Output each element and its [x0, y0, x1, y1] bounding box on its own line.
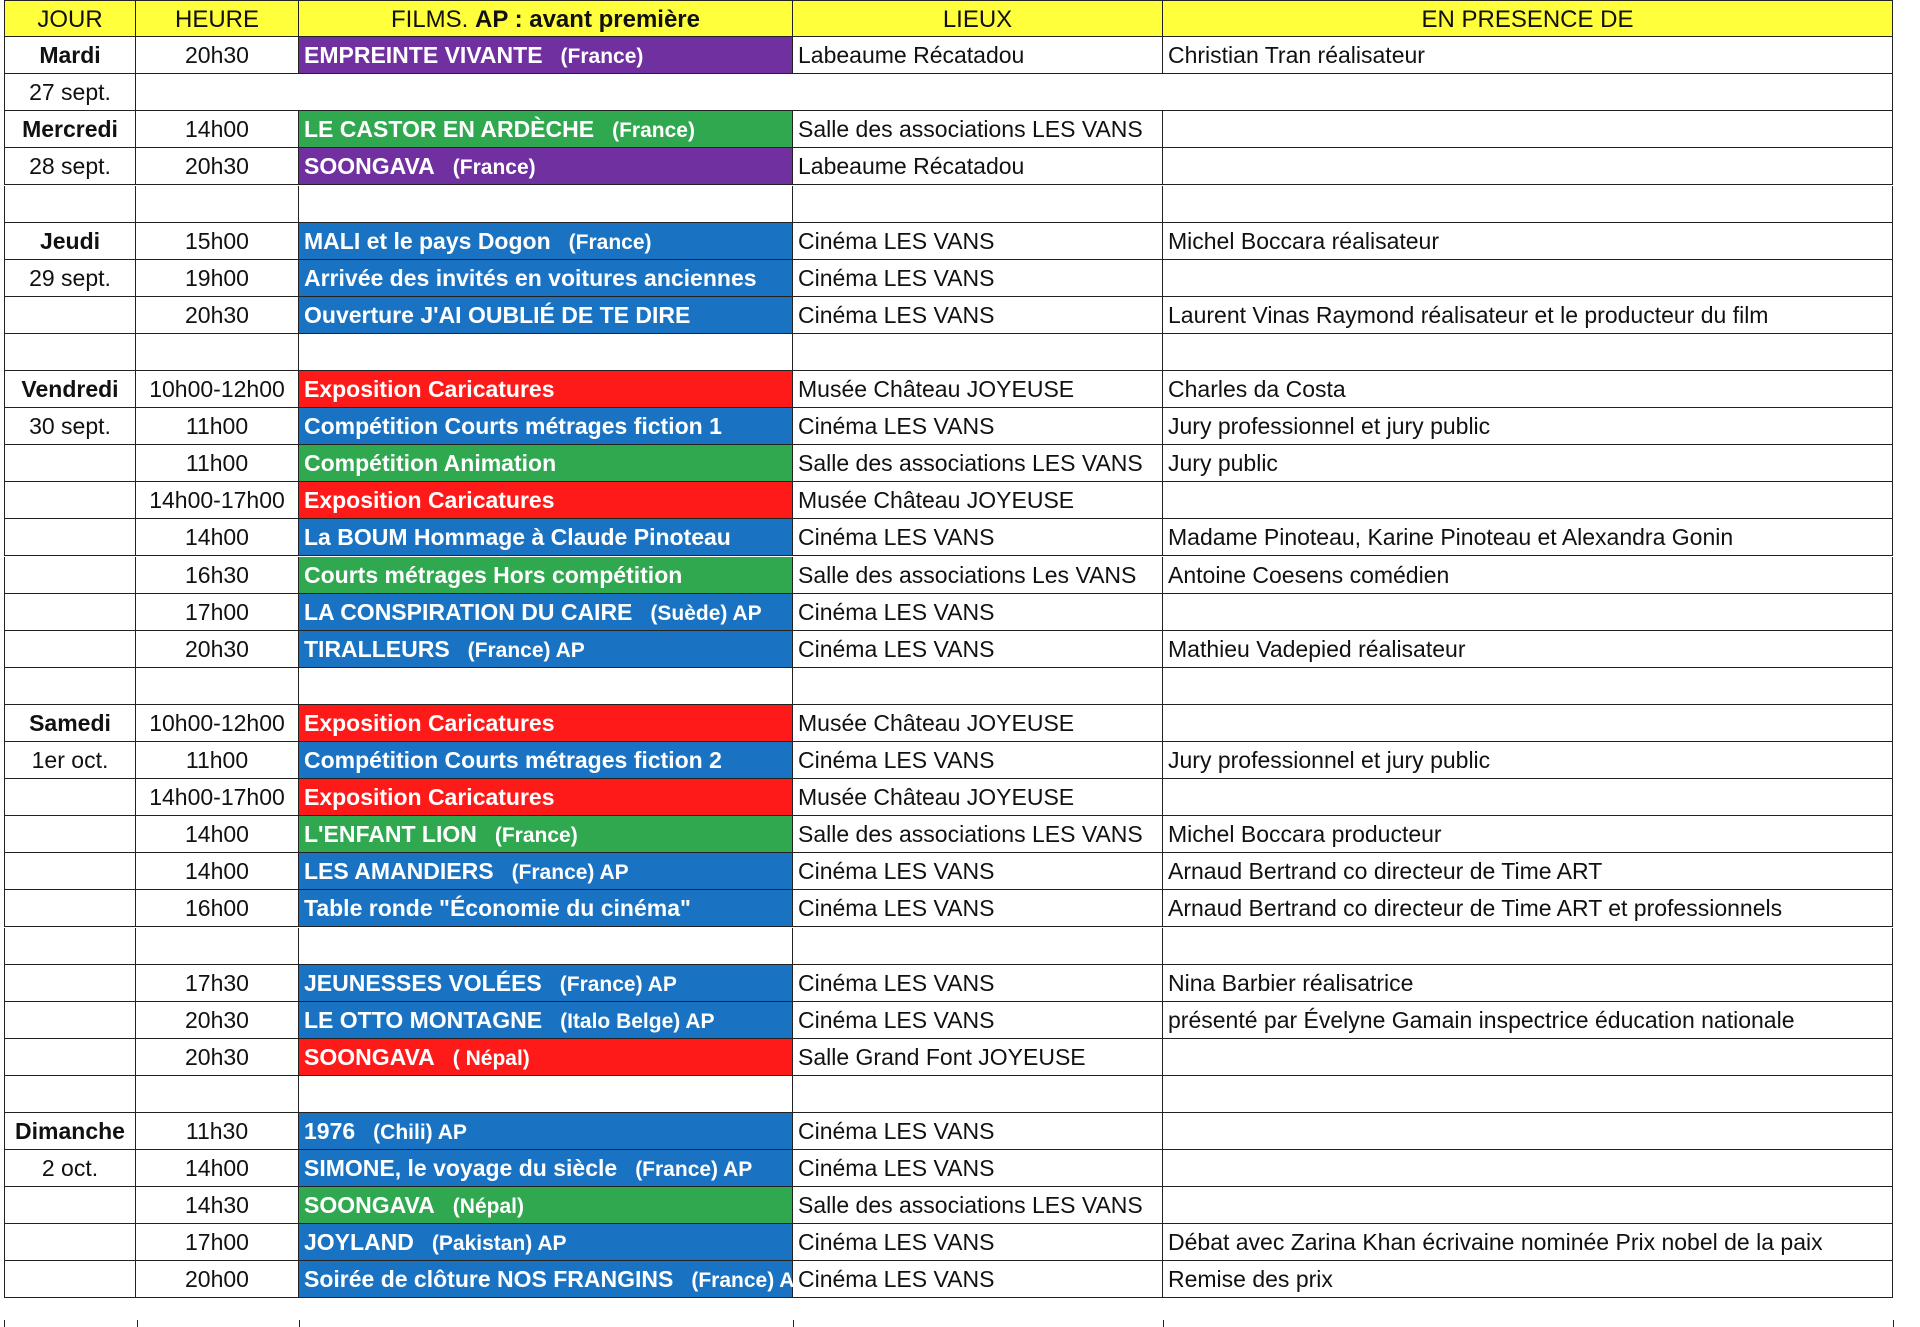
cell-film[interactable]	[299, 742, 793, 779]
schedule-row	[0, 445, 1920, 482]
schedule-row	[0, 631, 1920, 668]
cell-film[interactable]	[299, 371, 793, 408]
cell-presence[interactable]: Christian Tran réalisateur	[1163, 37, 1893, 74]
cell-film[interactable]	[299, 631, 793, 668]
cell-presence[interactable]: présenté par Évelyne Gamain inspectrice éducation nationale	[1163, 1002, 1893, 1039]
cell-heure[interactable]: 14h00	[136, 816, 299, 853]
cell-jour[interactable]	[4, 1002, 136, 1039]
cell-lieu[interactable]: Cinéma LES VANS	[793, 1002, 1163, 1039]
cell-lieu[interactable]: Cinéma LES VANS	[793, 260, 1163, 297]
film-title: Ouverture J'AI OUBLIÉ DE TE DIRE	[304, 301, 691, 328]
cell-lieu[interactable]: Cinéma LES VANS	[793, 742, 1163, 779]
film-origin: (Népal)	[452, 1195, 524, 1219]
empty-cell[interactable]	[793, 186, 1163, 223]
cell-presence[interactable]: Michel Boccara producteur	[1163, 816, 1893, 853]
cell-presence[interactable]: Remise des prix	[1163, 1261, 1893, 1298]
film-origin: (Chili) AP	[373, 1121, 467, 1144]
cell-lieu[interactable]: Cinéma LES VANS	[793, 519, 1163, 556]
film-title: SOONGAVA	[304, 1192, 435, 1219]
cell-presence[interactable]: Arnaud Bertrand co directeur de Time ART	[1163, 853, 1893, 890]
grid-tail	[793, 1320, 1164, 1327]
cell-presence[interactable]	[1163, 705, 1893, 742]
cell-lieu[interactable]: Musée Château JOYEUSE	[793, 482, 1163, 519]
cell-lieu[interactable]: Musée Château JOYEUSE	[793, 779, 1163, 816]
film-title: La BOUM Hommage à Claude Pinoteau	[304, 524, 731, 551]
empty-cell[interactable]	[299, 668, 793, 705]
cell-jour[interactable]	[4, 1261, 136, 1298]
cell-presence[interactable]	[1163, 779, 1893, 816]
cell-film[interactable]	[299, 297, 793, 334]
cell-jour[interactable]: 1er oct.	[4, 742, 136, 779]
cell-heure[interactable]: 10h00-12h00	[136, 371, 299, 408]
cell-jour[interactable]	[4, 297, 136, 334]
film-title: TIRALLEURS	[304, 635, 450, 662]
empty-cell[interactable]	[4, 928, 136, 965]
header-films-prefix: FILMS.	[390, 6, 469, 33]
cell-heure[interactable]: 10h00-12h00	[136, 705, 299, 742]
empty-cell[interactable]	[1163, 668, 1893, 705]
spacer-row	[0, 668, 1920, 705]
schedule-row	[0, 742, 1920, 779]
cell-film[interactable]	[299, 705, 793, 742]
cell-film[interactable]	[299, 260, 793, 297]
cell-jour[interactable]: Samedi	[4, 705, 136, 742]
cell-jour[interactable]	[4, 482, 136, 519]
cell-lieu[interactable]: Cinéma LES VANS	[793, 297, 1163, 334]
header-films[interactable]	[299, 0, 793, 37]
cell-lieu[interactable]: Salle des associations Les VANS	[793, 557, 1163, 594]
cell-presence[interactable]: Débat avec Zarina Khan écrivaine nominée Prix nobel de la paix	[1163, 1224, 1893, 1261]
cell-presence[interactable]: Madame Pinoteau, Karine Pinoteau et Alexandra Gonin	[1163, 519, 1893, 556]
cell-film[interactable]	[299, 1113, 793, 1150]
header-jour[interactable]: JOUR	[4, 0, 136, 37]
cell-film[interactable]	[299, 965, 793, 1002]
film-title: SOONGAVA	[304, 1043, 435, 1070]
film-origin: (France) AP	[511, 861, 629, 885]
empty-cell[interactable]	[1163, 186, 1893, 223]
cell-presence[interactable]	[1163, 1113, 1893, 1150]
schedule-row	[0, 594, 1920, 631]
cell-lieu[interactable]: Salle des associations LES VANS	[793, 816, 1163, 853]
cell-film[interactable]	[299, 779, 793, 816]
empty-cell[interactable]	[136, 668, 299, 705]
cell-jour[interactable]	[4, 890, 136, 927]
film-origin: (France) AP	[691, 1269, 809, 1293]
cell-heure[interactable]: 16h30	[136, 557, 299, 594]
schedule-row	[0, 557, 1920, 594]
cell-jour[interactable]	[4, 853, 136, 890]
cell-presence[interactable]: Jury public	[1163, 445, 1893, 482]
cell-presence[interactable]: Jury professionnel et jury public	[1163, 408, 1893, 445]
empty-cell[interactable]	[4, 668, 136, 705]
cell-lieu[interactable]: Musée Château JOYEUSE	[793, 705, 1163, 742]
cell-lieu[interactable]: Cinéma LES VANS	[793, 1261, 1163, 1298]
grid-tail	[136, 1320, 300, 1327]
film-title: MALI et le pays Dogon	[304, 227, 551, 254]
cell-lieu[interactable]: Cinéma LES VANS	[793, 594, 1163, 631]
cell-heure[interactable]	[136, 74, 299, 111]
cell-film[interactable]	[299, 148, 793, 185]
cell-presence[interactable]: Antoine Coesens comédien	[1163, 557, 1893, 594]
cell-film[interactable]	[299, 223, 793, 260]
cell-film[interactable]	[299, 111, 793, 148]
film-title: Compétition Courts métrages fiction 2	[304, 747, 722, 773]
cell-heure[interactable]: 16h00	[136, 890, 299, 927]
cell-heure[interactable]: 17h00	[136, 594, 299, 631]
cell-jour[interactable]: 2 oct.	[4, 1150, 136, 1187]
film-origin: (France) AP	[635, 1158, 753, 1182]
empty-cell[interactable]	[4, 186, 136, 223]
schedule-row	[0, 705, 1920, 742]
schedule-row	[0, 297, 1920, 334]
film-title: Exposition Caricatures	[304, 784, 555, 811]
film-title: 1976	[304, 1118, 356, 1144]
cell-jour[interactable]: Vendredi	[4, 371, 136, 408]
spacer-row	[0, 928, 1920, 965]
empty-cell[interactable]	[1163, 928, 1893, 965]
cell-film[interactable]	[299, 1039, 793, 1076]
film-origin: (France) AP	[467, 638, 585, 662]
empty-cell[interactable]	[793, 668, 1163, 705]
cell-film[interactable]	[299, 1002, 793, 1039]
film-origin: (Suède) AP	[650, 601, 762, 625]
cell-lieu[interactable]: Cinéma LES VANS	[793, 408, 1163, 445]
cell-lieu[interactable]: Cinéma LES VANS	[793, 1224, 1163, 1261]
cell-film[interactable]	[299, 482, 793, 519]
film-title: Exposition Caricatures	[304, 709, 555, 736]
cell-presence[interactable]: Mathieu Vadepied réalisateur	[1163, 631, 1893, 668]
header-lieux[interactable]: LIEUX	[793, 0, 1163, 37]
cell-presence[interactable]	[1163, 260, 1893, 297]
cell-heure[interactable]: 11h00	[136, 742, 299, 779]
cell-jour[interactable]: 27 sept.	[4, 74, 136, 111]
schedule-row	[0, 371, 1920, 408]
spacer-row	[0, 1076, 1920, 1113]
film-origin: ( Népal)	[452, 1046, 530, 1070]
cell-lieu[interactable]: Cinéma LES VANS	[793, 853, 1163, 890]
spacer-row	[0, 186, 1920, 223]
grid-tail	[1163, 1320, 1894, 1327]
cell-lieu[interactable]: Labeaume Récatadou	[793, 148, 1163, 185]
empty-cell[interactable]	[136, 334, 299, 371]
cell-film[interactable]	[299, 816, 793, 853]
schedule-row	[0, 111, 1920, 148]
schedule-row	[0, 519, 1920, 556]
cell-jour[interactable]	[4, 631, 136, 668]
header-films-ap: AP : avant première	[475, 6, 700, 33]
cell-heure[interactable]: 20h30	[136, 1039, 299, 1076]
cell-heure[interactable]: 11h00	[136, 445, 299, 482]
cell-presence[interactable]: Nina Barbier réalisatrice	[1163, 965, 1893, 1002]
film-title: L'ENFANT LION	[304, 821, 477, 848]
cell-heure[interactable]: 14h30	[136, 1187, 299, 1224]
empty-cell[interactable]	[1163, 334, 1893, 371]
cell-jour[interactable]	[4, 1039, 136, 1076]
schedule-row	[0, 482, 1920, 519]
cell-heure[interactable]: 20h30	[136, 148, 299, 185]
cell-heure[interactable]: 15h00	[136, 223, 299, 260]
empty-cell[interactable]	[299, 186, 793, 223]
cell-lieu[interactable]	[793, 74, 1163, 111]
cell-lieu[interactable]: Musée Château JOYEUSE	[793, 371, 1163, 408]
cell-presence[interactable]	[1163, 1150, 1893, 1187]
cell-jour[interactable]	[4, 519, 136, 556]
empty-cell[interactable]	[136, 1076, 299, 1113]
schedule-row	[0, 408, 1920, 445]
cell-lieu[interactable]: Cinéma LES VANS	[793, 223, 1163, 260]
cell-heure[interactable]: 19h00	[136, 260, 299, 297]
empty-cell[interactable]	[793, 1076, 1163, 1113]
empty-cell[interactable]	[299, 334, 793, 371]
cell-lieu[interactable]: Labeaume Récatadou	[793, 37, 1163, 74]
schedule-row	[0, 260, 1920, 297]
cell-jour[interactable]: Jeudi	[4, 223, 136, 260]
cell-heure[interactable]: 20h30	[136, 631, 299, 668]
cell-jour[interactable]	[4, 779, 136, 816]
cell-lieu[interactable]: Cinéma LES VANS	[793, 631, 1163, 668]
cell-jour[interactable]	[4, 1187, 136, 1224]
cell-jour[interactable]: Dimanche	[4, 1113, 136, 1150]
cell-jour[interactable]	[4, 965, 136, 1002]
cell-film[interactable]	[299, 408, 793, 445]
film-origin: (France)	[612, 119, 695, 143]
film-title: LE OTTO MONTAGNE	[304, 1006, 543, 1033]
film-title: Compétition Animation	[304, 450, 557, 477]
header-presence[interactable]: EN PRESENCE DE	[1163, 0, 1893, 37]
cell-jour[interactable]: 29 sept.	[4, 260, 136, 297]
cell-heure[interactable]: 20h00	[136, 1261, 299, 1298]
film-origin: (France)	[452, 156, 536, 180]
schedule-row	[0, 37, 1920, 74]
schedule-row	[0, 1187, 1920, 1224]
cell-heure[interactable]: 14h00	[136, 519, 299, 556]
cell-film[interactable]	[299, 74, 793, 111]
schedule-row	[0, 74, 1920, 111]
empty-cell[interactable]	[299, 928, 793, 965]
cell-film[interactable]	[299, 1150, 793, 1187]
schedule-row	[0, 223, 1920, 260]
cell-presence[interactable]	[1163, 1187, 1893, 1224]
cell-film[interactable]	[299, 445, 793, 482]
film-title: Exposition Caricatures	[304, 376, 555, 402]
film-title: JOYLAND	[304, 1229, 414, 1256]
grid-tail	[4, 1320, 138, 1327]
schedule-row	[0, 1224, 1920, 1261]
cell-heure[interactable]: 20h30	[136, 1002, 299, 1039]
cell-film[interactable]	[299, 594, 793, 631]
film-title: JEUNESSES VOLÉES	[304, 969, 542, 996]
schedule-row	[0, 1113, 1920, 1150]
cell-lieu[interactable]: Cinéma LES VANS	[793, 1150, 1163, 1187]
header-heure[interactable]: HEURE	[136, 0, 299, 37]
cell-lieu[interactable]: Salle des associations LES VANS	[793, 445, 1163, 482]
schedule-row	[0, 1150, 1920, 1187]
empty-cell[interactable]	[299, 1076, 793, 1113]
cell-film[interactable]	[299, 890, 793, 927]
cell-film[interactable]	[299, 1187, 793, 1224]
film-origin: (France)	[494, 824, 578, 848]
film-origin: (France)	[560, 45, 644, 69]
film-title: LES AMANDIERS	[304, 858, 494, 885]
schedule-row	[0, 1002, 1920, 1039]
cell-lieu[interactable]: Salle Grand Font JOYEUSE	[793, 1039, 1163, 1076]
cell-presence[interactable]: Arnaud Bertrand co directeur de Time ART et professionnels	[1163, 890, 1893, 927]
cell-heure[interactable]: 14h00	[136, 853, 299, 890]
cell-film[interactable]	[299, 519, 793, 556]
cell-lieu[interactable]: Salle des associations LES VANS	[793, 111, 1163, 148]
cell-lieu[interactable]: Cinéma LES VANS	[793, 1113, 1163, 1150]
cell-lieu[interactable]: Salle des associations LES VANS	[793, 1187, 1163, 1224]
cell-film[interactable]	[299, 37, 793, 74]
film-title: LA CONSPIRATION DU CAIRE	[304, 598, 633, 625]
spacer-row	[0, 334, 1920, 371]
cell-presence[interactable]	[1163, 148, 1893, 185]
film-title: Soirée de clôture NOS FRANGINS	[304, 1266, 674, 1293]
cell-heure[interactable]: 14h00	[136, 111, 299, 148]
film-title: Arrivée des invités en voitures anciennes	[304, 264, 757, 291]
film-title: EMPREINTE VIVANTE	[304, 42, 543, 69]
cell-jour[interactable]	[4, 557, 136, 594]
film-title: Exposition Caricatures	[304, 487, 555, 514]
cell-jour[interactable]	[4, 594, 136, 631]
empty-cell[interactable]	[793, 928, 1163, 965]
film-title: Table ronde "Économie du cinéma"	[304, 895, 691, 922]
cell-heure[interactable]: 11h30	[136, 1113, 299, 1150]
cell-jour[interactable]: 28 sept.	[4, 148, 136, 185]
grid-tail	[299, 1320, 794, 1327]
film-title: LE CASTOR EN ARDÈCHE	[304, 116, 595, 143]
cell-film[interactable]	[299, 853, 793, 890]
cell-presence[interactable]: Michel Boccara réalisateur	[1163, 223, 1893, 260]
cell-presence[interactable]	[1163, 1039, 1893, 1076]
cell-lieu[interactable]: Cinéma LES VANS	[793, 965, 1163, 1002]
film-origin: (France)	[568, 230, 652, 254]
cell-film[interactable]	[299, 1261, 809, 1298]
schedule-row	[0, 1039, 1920, 1076]
film-origin: (Pakistan) AP	[431, 1232, 567, 1256]
empty-cell[interactable]	[4, 1076, 136, 1113]
empty-cell[interactable]	[136, 928, 299, 965]
cell-presence[interactable]	[1163, 74, 1893, 111]
film-title: Courts métrages Hors compétition	[304, 561, 683, 588]
film-title: SIMONE, le voyage du siècle	[304, 1155, 618, 1182]
empty-cell[interactable]	[1163, 1076, 1893, 1113]
schedule-row	[0, 816, 1920, 853]
cell-heure[interactable]: 20h30	[136, 297, 299, 334]
schedule-row	[0, 890, 1920, 927]
schedule-row	[0, 148, 1920, 185]
schedule-row	[0, 779, 1920, 816]
cell-heure[interactable]: 20h30	[136, 37, 299, 74]
film-title: SOONGAVA	[304, 153, 435, 180]
cell-jour[interactable]	[4, 816, 136, 853]
schedule-row	[0, 853, 1920, 890]
cell-presence[interactable]	[1163, 594, 1893, 631]
schedule-row	[0, 965, 1920, 1002]
cell-heure[interactable]: 14h00-17h00	[136, 779, 299, 816]
cell-lieu[interactable]: Cinéma LES VANS	[793, 890, 1163, 927]
header-row	[0, 0, 1920, 37]
cell-presence[interactable]: Charles da Costa	[1163, 371, 1893, 408]
film-origin: (Italo Belge) AP	[560, 1009, 715, 1033]
cell-film[interactable]	[299, 557, 793, 594]
empty-cell[interactable]	[793, 334, 1163, 371]
cell-heure[interactable]: 14h00-17h00	[136, 482, 299, 519]
cell-presence[interactable]: Laurent Vinas Raymond réalisateur et le producteur du film	[1163, 297, 1893, 334]
cell-film[interactable]	[299, 1224, 793, 1261]
cell-presence[interactable]	[1163, 482, 1893, 519]
cell-heure[interactable]: 14h00	[136, 1150, 299, 1187]
cell-heure[interactable]: 17h30	[136, 965, 299, 1002]
cell-jour[interactable]: 30 sept.	[4, 408, 136, 445]
cell-heure[interactable]: 11h00	[136, 408, 299, 445]
empty-cell[interactable]	[136, 186, 299, 223]
film-title: Compétition Courts métrages fiction 1	[304, 413, 722, 440]
cell-jour[interactable]	[4, 445, 136, 482]
cell-jour[interactable]: Mercredi	[4, 111, 136, 148]
cell-jour[interactable]: Mardi	[4, 37, 136, 74]
cell-heure[interactable]: 17h00	[136, 1224, 299, 1261]
cell-jour[interactable]	[4, 1224, 136, 1261]
empty-cell[interactable]	[4, 334, 136, 371]
schedule-row	[0, 1261, 1920, 1298]
film-origin: (France) AP	[559, 972, 677, 996]
cell-presence[interactable]: Jury professionnel et jury public	[1163, 742, 1893, 779]
cell-presence[interactable]	[1163, 111, 1893, 148]
